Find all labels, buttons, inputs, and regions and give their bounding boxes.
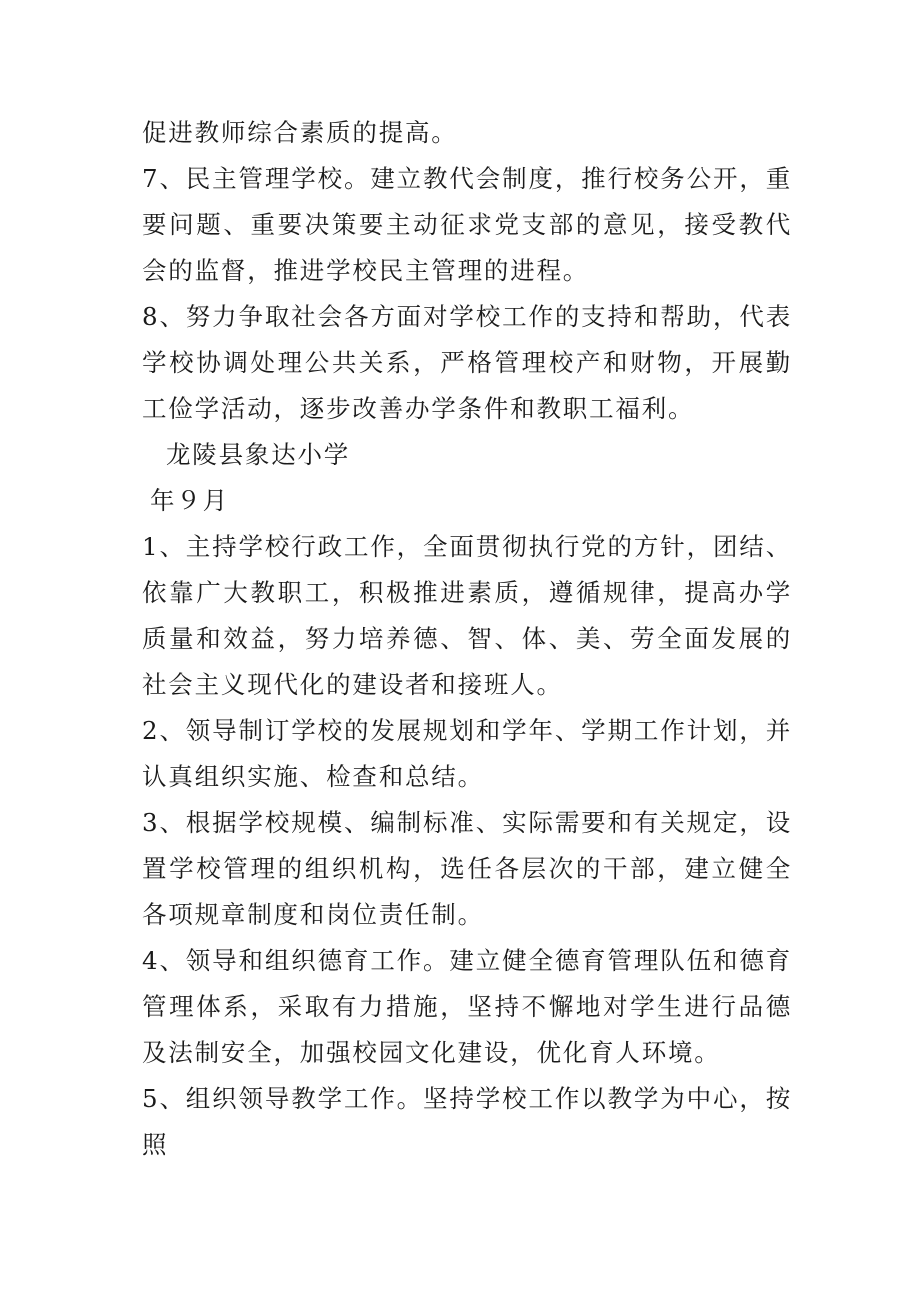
- signature-school: 龙陵县象达小学: [166, 440, 351, 469]
- paragraph-item-7: 7、民主管理学校。建立教代会制度，推行校务公开，重要问题、重要决策要主动征求党支部的意见，接受教代会的监督，推进学校民主管理的进程。: [142, 164, 792, 285]
- duty-item-4: 4、领导和组织德育工作。建立健全德育管理队伍和德育管理体系，采取有力措施，坚持不懈地对学生进行品德及法制安全，加强校园文化建设，优化育人环境。: [142, 946, 792, 1067]
- document-body: [142, 110, 792, 1168]
- signature-date: 年９月: [150, 486, 229, 515]
- paragraph-item-8: 8、努力争取社会各方面对学校工作的支持和帮助，代表学校协调处理公共关系，严格管理校产和财物，开展勤工俭学活动，逐步改善办学条件和教职工福利。: [142, 302, 792, 423]
- paragraph-continuation: 促进教师综合素质的提高。: [142, 118, 458, 147]
- duty-item-2: 2、领导制订学校的发展规划和学年、学期工作计划，并认真组织实施、检查和总结。: [142, 716, 792, 791]
- duty-item-3: 3、根据学校规模、编制标准、实际需要和有关规定，设置学校管理的组织机构，选任各层次的干部，建立健全各项规章制度和岗位责任制。: [142, 808, 792, 929]
- duty-item-1: 1、主持学校行政工作，全面贯彻执行党的方针，团结、依靠广大教职工，积极推进素质，遵循规律，提高办学质量和效益，努力培养德、智、体、美、劳全面发展的社会主义现代化的建设者和接班人。: [142, 532, 792, 699]
- duty-item-5: 5、组织领导教学工作。坚持学校工作以教学为中心，按照: [142, 1084, 792, 1159]
